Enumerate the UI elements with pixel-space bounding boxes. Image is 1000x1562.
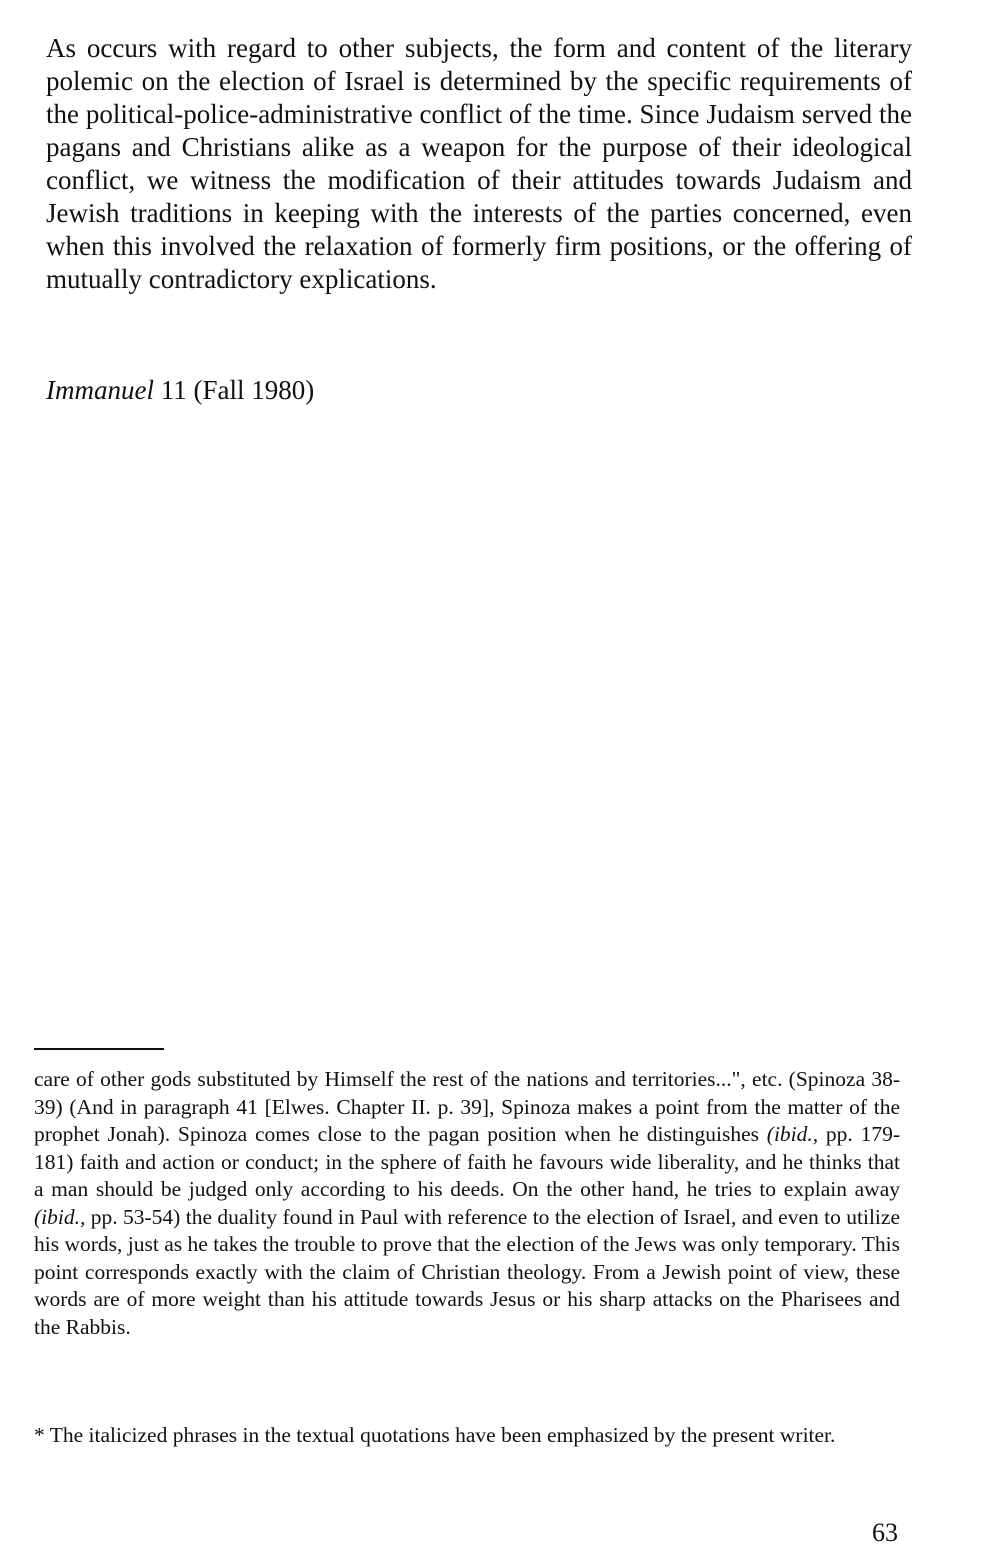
footnote-text-part-1: care of other gods substituted by Himself the rest of the nations and territories...", etc. (Spinoza 38-39) (And in paragraph 41 [Elwes. Chapter II. p. 39], Spinoza makes a point from the matter of the prophet Jonah). Spinoza comes close to the pagan position when he distinguishes bbox=[34, 1067, 900, 1146]
page-number: 63 bbox=[872, 1518, 898, 1547]
footnote-text-part-3: pp. 53-54) the duality found in Paul with reference to the election of Israel, and even to utilize his words, just as he takes the trouble to prove that the election of the Jews was only temporary. This point corresponds exactly with the claim of Christian theology. From a Jewish point of view, these words are of more weight than his attitude towards Jesus or his sharp attacks on the Pharisees and the Rabbis. bbox=[34, 1204, 900, 1339]
footnote-text-part-2: pp. 179-181) faith and action or conduct; in the sphere of faith he favours wide liberality, and he thinks that a man should be judged only according to his deeds. On the other hand, he tries to explain away bbox=[34, 1122, 900, 1201]
journal-title: Immanuel bbox=[46, 375, 154, 405]
footnote-divider bbox=[34, 1048, 164, 1050]
footnote-ibid-reference-2: (ibid., bbox=[34, 1204, 86, 1229]
author-note: * The italicized phrases in the textual quotations have been emphasized by the present writer. bbox=[34, 1423, 836, 1447]
footnote bbox=[34, 1066, 900, 1341]
journal-citation bbox=[46, 374, 314, 407]
body-paragraph: As occurs with regard to other subjects, the form and content of the literary polemic on the election of Israel is determined by the specific requirements of the political-police-administrative conflict of the time. Since Judaism served the pagans and Christians alike as a weapon for the purpose of their ideological conflict, we witness the modification of their attitudes towards Judaism and Jewish traditions in keeping with the interests of the parties concerned, even when this involved the relaxation of formerly firm positions, or the offering of mutually contradictory explications. bbox=[46, 33, 912, 294]
journal-issue: 11 (Fall 1980) bbox=[160, 375, 315, 405]
footnote-ibid-reference-1: (ibid., bbox=[766, 1122, 819, 1146]
